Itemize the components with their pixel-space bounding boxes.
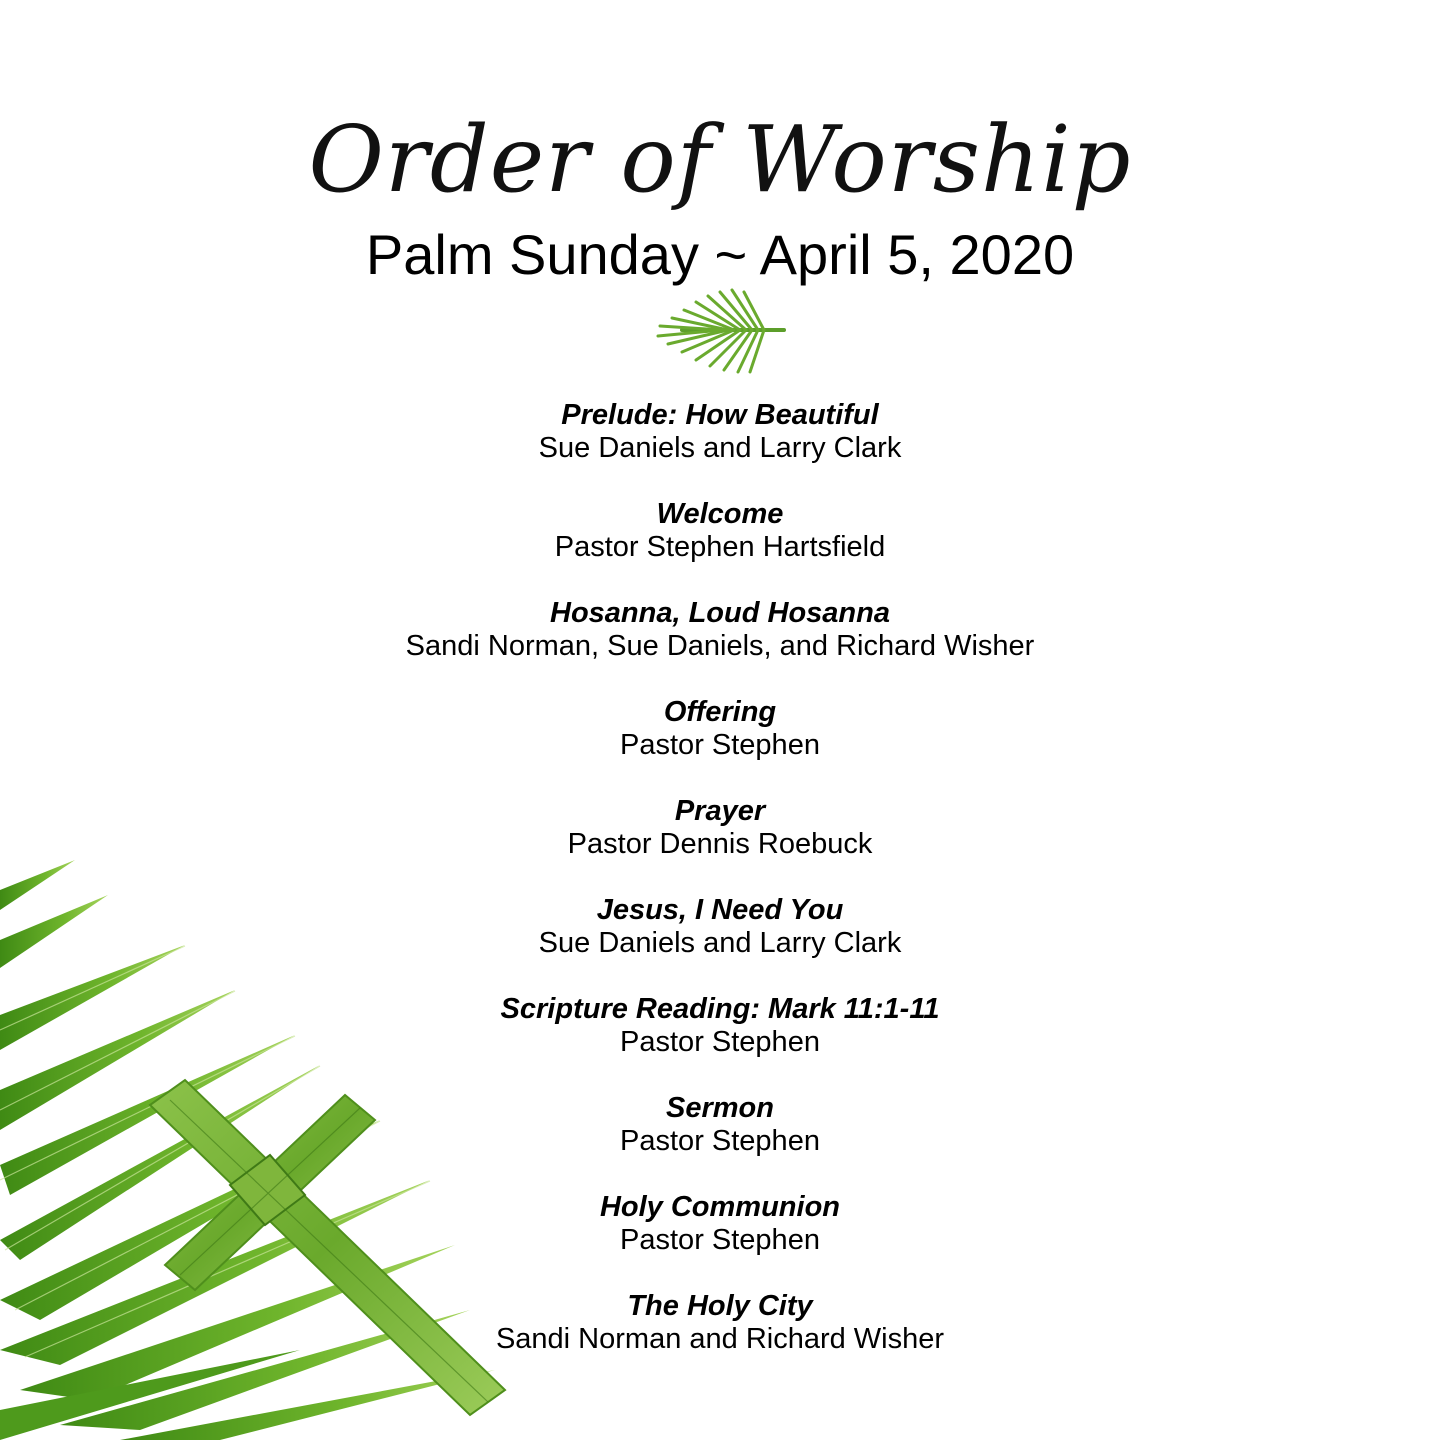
item-person: Pastor Stephen Hartsfield <box>554 531 886 563</box>
item-title: Hosanna, Loud Hosanna <box>550 597 890 629</box>
service-date: Palm Sunday ~ April 5, 2020 <box>365 223 1075 286</box>
item-person: Pastor Stephen <box>620 729 820 761</box>
list-item <box>0 597 1440 696</box>
item-title: Prayer <box>674 795 766 827</box>
list-item <box>0 993 1440 1092</box>
item-title: Welcome <box>656 498 784 530</box>
palm-frond-icon <box>652 286 788 376</box>
item-title: Scripture Reading: Mark 11:1-11 <box>500 993 940 1025</box>
list-item <box>0 1290 1440 1389</box>
list-item <box>0 1092 1440 1191</box>
item-title: Sermon <box>666 1092 774 1124</box>
item-person: Pastor Stephen <box>620 1224 820 1256</box>
item-person: Sandi Norman, Sue Daniels, and Richard Wisher <box>405 630 1035 662</box>
list-item <box>0 696 1440 795</box>
item-person: Sue Daniels and Larry Clark <box>538 432 902 464</box>
list-item <box>0 498 1440 597</box>
list-item <box>0 399 1440 498</box>
item-person: Pastor Stephen <box>620 1026 820 1058</box>
list-item <box>0 894 1440 993</box>
item-title: The Holy City <box>627 1290 813 1322</box>
item-title: Jesus, I Need You <box>596 894 844 926</box>
item-person: Pastor Stephen <box>620 1125 820 1157</box>
item-person: Pastor Dennis Roebuck <box>567 828 873 860</box>
list-item <box>0 1191 1440 1290</box>
item-title: Holy Communion <box>599 1191 841 1223</box>
item-person: Sue Daniels and Larry Clark <box>538 927 902 959</box>
item-person: Sandi Norman and Richard Wisher <box>495 1323 945 1355</box>
page-title: Order of Worship <box>308 106 1132 213</box>
order-of-service-list <box>0 399 1440 1389</box>
list-item <box>0 795 1440 894</box>
item-title: Prelude: How Beautiful <box>561 399 879 431</box>
item-title: Offering <box>663 696 777 728</box>
